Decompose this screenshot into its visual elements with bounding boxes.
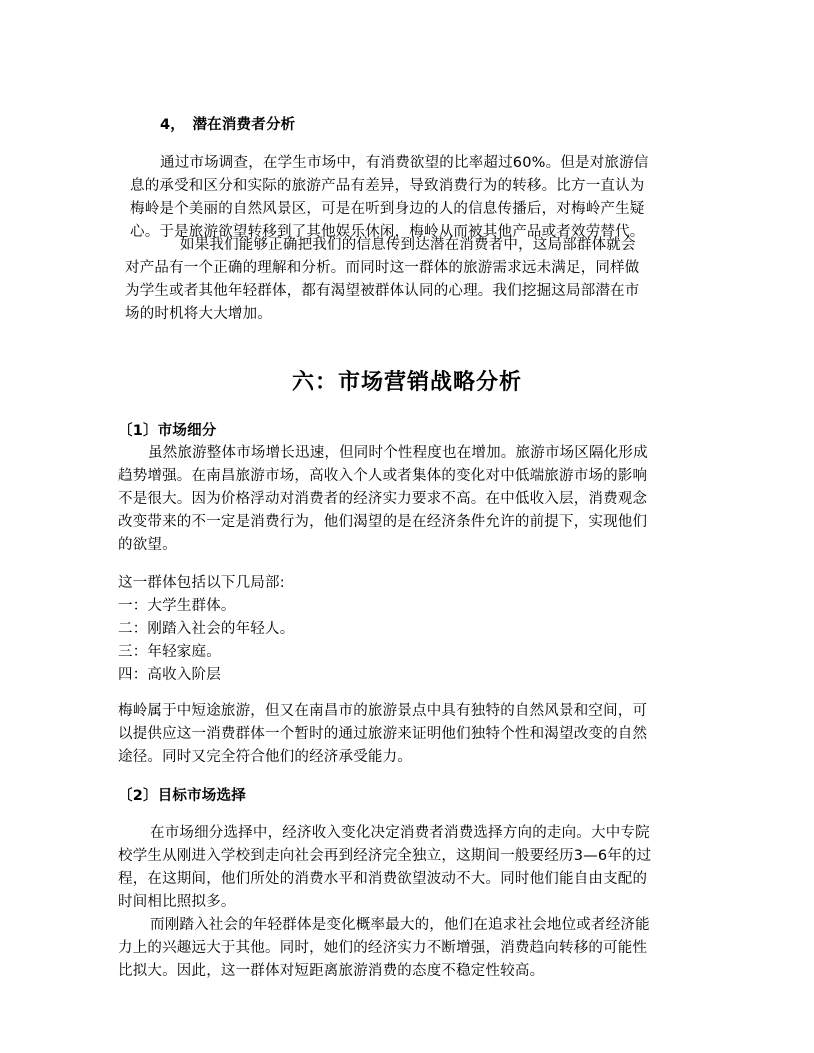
text-line: 趋势增强。在南昌旅游市场，高收入个人或者集体的变化对中低端旅游市场的影响 [118, 468, 648, 484]
text-line: 虽然旅游整体市场增长迅速，但同时个性程度也在增加。旅游市场区隔化形成 [148, 445, 648, 461]
text-line: 而刚踏入社会的年轻群体是变化概率最大的，他们在追求社会地位或者经济能 [150, 917, 650, 933]
list-item: 三：年轻家庭。 [118, 644, 221, 660]
segment-heading: 〔1〕市场细分 [118, 423, 217, 439]
text-line: 梅岭属于中短途旅游，但又在南昌市的旅游景点中具有独特的自然风景和空间，可 [118, 703, 648, 719]
text-line: 途径。同时又完全符合他们的经济承受能力。 [118, 749, 412, 765]
chapter-6-heading: 六：市场营销战略分析 [291, 370, 522, 395]
list-item: 四：高收入阶层 [118, 667, 221, 683]
text-line: 对产品有一个正确的理解和分析。而同时这一群体的旅游需求远未满足，同样做 [125, 260, 640, 276]
segment-list-intro: 这一群体包括以下几局部: [118, 575, 285, 591]
text-line: 心。于是旅游欲望转移到了其他娱乐休闲，梅岭从而被其他产品或者效劳替代。 [130, 224, 645, 240]
text-line: 如果我们能够正确把我们的信息传到达潜在消费者中，这局部群体就会 [180, 237, 636, 253]
text-line: 力上的兴趣远大于其他。同时，她们的经济实力不断增强，消费趋向转移的可能性 [118, 940, 648, 956]
text-line: 不是很大。因为价格浮动对消费者的经济实力要求不高。在中低收入层，消费观念 [118, 491, 648, 507]
text-line: 在市场细分选择中，经济收入变化决定消费者消费选择方向的走向。大中专院 [150, 825, 650, 841]
text-line: 为学生或者其他年轻群体，都有渴望被群体认同的心理。我们挖掘这局部潜在市 [125, 283, 640, 299]
text-line: 场的时机将大大增加。 [125, 306, 272, 322]
text-line: 比拟大。因此，这一群体对短距离旅游消费的态度不稳定性较高。 [118, 963, 545, 979]
section-4-heading: 4， 潜在消费者分析 [160, 117, 296, 133]
text-line: 通过市场调查，在学生市场中，有消费欲望的比率超过60%。但是对旅游信 [160, 155, 649, 171]
text-line: 改变带来的不一定是消费行为，他们渴望的是在经济条件允许的前提下，实现他们 [118, 514, 648, 530]
list-item: 一：大学生群体。 [118, 598, 236, 614]
text-line: 梅岭是个美丽的自然风景区，可是在听到身边的人的信息传播后，对梅岭产生疑 [130, 201, 645, 217]
target-heading: 〔2〕目标市场选择 [118, 788, 246, 804]
text-line: 的欲望。 [118, 537, 177, 553]
text-line: 时间相比照拟多。 [118, 894, 236, 910]
text-line: 以提供应这一消费群体一个暂时的通过旅游来证明他们独特个性和渴望改变的自然 [118, 726, 648, 742]
list-item: 二：刚踏入社会的年轻人。 [118, 621, 295, 637]
text-line: 程，在这期间，他们所处的消费水平和消费欲望波动不大。同时他们能自由支配的 [118, 871, 648, 887]
text-line: 息的承受和区分和实际的旅游产品有差异，导致消费行为的转移。比方一直认为 [130, 178, 645, 194]
text-line: 校学生从刚进入学校到走向社会再到经济完全独立，这期间一般要经历3—6年的过 [118, 848, 652, 864]
